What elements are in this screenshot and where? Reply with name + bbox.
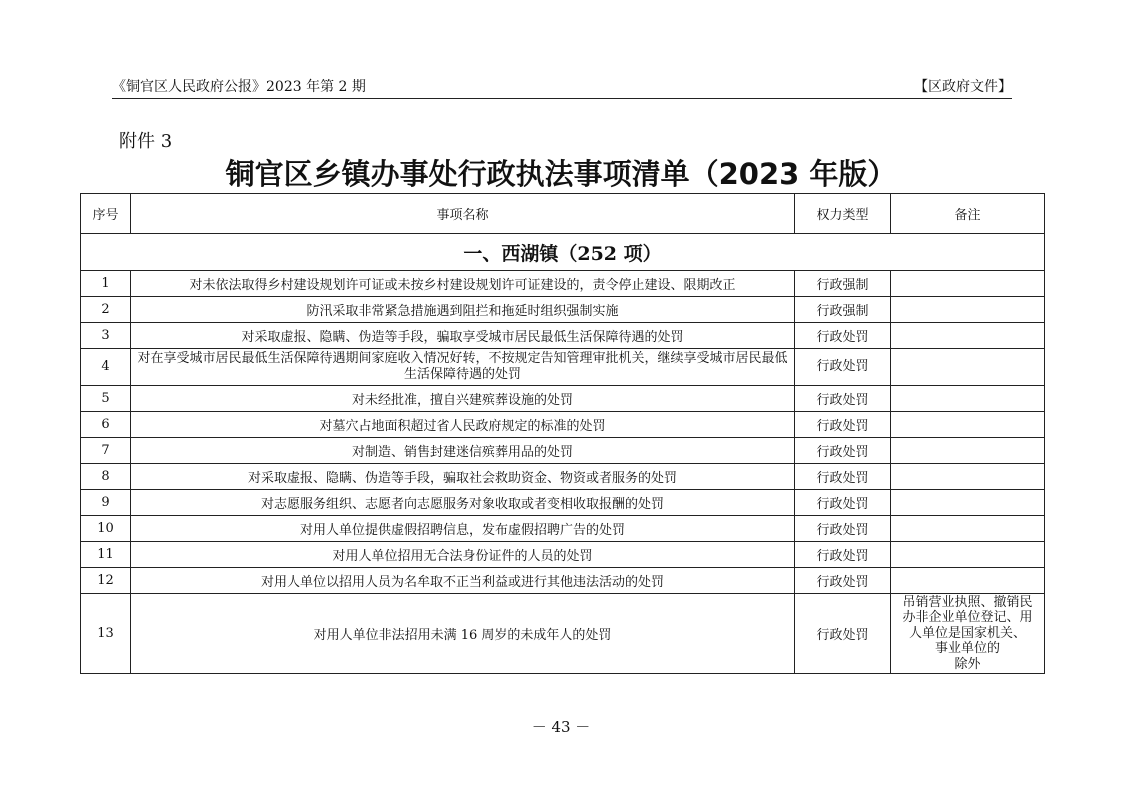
- power-type: 行政处罚: [795, 516, 891, 542]
- table-row: [81, 412, 1045, 438]
- remark-line: 除外: [954, 656, 981, 672]
- table-row: [81, 594, 1045, 674]
- page-number: － 43 －: [531, 718, 591, 736]
- power-type: 行政处罚: [795, 438, 891, 464]
- row-number: 11: [81, 542, 131, 568]
- section-label: 【区政府文件】: [914, 79, 1012, 95]
- row-number: 1: [81, 271, 131, 297]
- row-number: 12: [81, 568, 131, 594]
- row-number: 10: [81, 516, 131, 542]
- item-name: 对志愿服务组织、志愿者向志愿服务对象收取或者变相收取报酬的处罚: [131, 490, 795, 516]
- table-row: [81, 490, 1045, 516]
- power-type: 行政处罚: [795, 386, 891, 412]
- table-row: [81, 568, 1045, 594]
- section-title: 一、西湖镇（252 项）: [81, 234, 1045, 271]
- power-type: 行政处罚: [795, 323, 891, 349]
- remark: [891, 271, 1045, 297]
- power-type: 行政强制: [795, 271, 891, 297]
- remark: [891, 516, 1045, 542]
- table-row: [81, 542, 1045, 568]
- table-row: [81, 438, 1045, 464]
- table-row: [81, 386, 1045, 412]
- power-type: 行政处罚: [795, 490, 891, 516]
- row-number: 8: [81, 464, 131, 490]
- item-name: 防汛采取非常紧急措施遇到阻拦和拖延时组织强制实施: [131, 297, 795, 323]
- power-type: 行政强制: [795, 297, 891, 323]
- power-type: 行政处罚: [795, 594, 891, 674]
- item-name: 对未依法取得乡村建设规划许可证或未按乡村建设规划许可证建设的，责令停止建设、限期改正: [131, 271, 795, 297]
- item-name: 对在享受城市居民最低生活保障待遇期间家庭收入情况好转，不按规定告知管理审批机关，继续享受城市居民最低生活保障待遇的处罚: [131, 349, 795, 386]
- table-row: [81, 516, 1045, 542]
- running-header: [112, 78, 1012, 99]
- row-number: 4: [81, 349, 131, 386]
- item-name: 对制造、销售封建迷信殡葬用品的处罚: [131, 438, 795, 464]
- item-name: 对采取虚报、隐瞒、伪造等手段，骗取享受城市居民最低生活保障待遇的处罚: [131, 323, 795, 349]
- publication-name: 《铜官区人民政府公报》2023 年第 2 期: [112, 79, 366, 95]
- item-name: 对采取虚报、隐瞒、伪造等手段，骗取社会救助资金、物资或者服务的处罚: [131, 464, 795, 490]
- column-header-remark: 备注: [891, 194, 1045, 234]
- power-type: 行政处罚: [795, 542, 891, 568]
- remark-line: 吊销营业执照、撤销民: [902, 594, 1033, 610]
- row-number: 9: [81, 490, 131, 516]
- table-header-row: [81, 194, 1045, 234]
- attachment-label: 附件 3: [119, 131, 173, 152]
- remark: [891, 386, 1045, 412]
- remark: [891, 412, 1045, 438]
- remark: [891, 542, 1045, 568]
- enforcement-items-table: [80, 193, 1045, 674]
- remark: [891, 349, 1045, 386]
- remark-line: 事业单位的: [934, 641, 1000, 657]
- remark: [891, 297, 1045, 323]
- table-row: [81, 297, 1045, 323]
- remark: [891, 594, 1045, 674]
- power-type: 行政处罚: [795, 568, 891, 594]
- remark: [891, 438, 1045, 464]
- remark: [891, 568, 1045, 594]
- column-header-type: 权力类型: [795, 194, 891, 234]
- power-type: 行政处罚: [795, 349, 891, 386]
- remark-line: 人单位是国家机关、: [908, 625, 1026, 641]
- table-row: [81, 271, 1045, 297]
- remark: [891, 323, 1045, 349]
- row-number: 2: [81, 297, 131, 323]
- item-name: 对未经批准，擅自兴建殡葬设施的处罚: [131, 386, 795, 412]
- row-number: 3: [81, 323, 131, 349]
- document-title: 铜官区乡镇办事处行政执法事项清单（2023 年版）: [225, 157, 897, 191]
- remark-line: 办非企业单位登记、用: [902, 610, 1033, 626]
- item-name: 对用人单位招用无合法身份证件的人员的处罚: [131, 542, 795, 568]
- column-header-name: 事项名称: [131, 194, 795, 234]
- item-name: 对用人单位非法招用未满 16 周岁的未成年人的处罚: [131, 594, 795, 674]
- table-row: [81, 464, 1045, 490]
- remark: [891, 464, 1045, 490]
- column-header-no: 序号: [81, 194, 131, 234]
- power-type: 行政处罚: [795, 464, 891, 490]
- row-number: 6: [81, 412, 131, 438]
- table-row: [81, 323, 1045, 349]
- power-type: 行政处罚: [795, 412, 891, 438]
- item-name: 对墓穴占地面积超过省人民政府规定的标准的处罚: [131, 412, 795, 438]
- row-number: 5: [81, 386, 131, 412]
- row-number: 13: [81, 594, 131, 674]
- row-number: 7: [81, 438, 131, 464]
- item-name: 对用人单位提供虚假招聘信息，发布虚假招聘广告的处罚: [131, 516, 795, 542]
- remark: [891, 490, 1045, 516]
- item-name: 对用人单位以招用人员为名牟取不正当利益或进行其他违法活动的处罚: [131, 568, 795, 594]
- table-row: [81, 349, 1045, 386]
- section-row: [81, 234, 1045, 271]
